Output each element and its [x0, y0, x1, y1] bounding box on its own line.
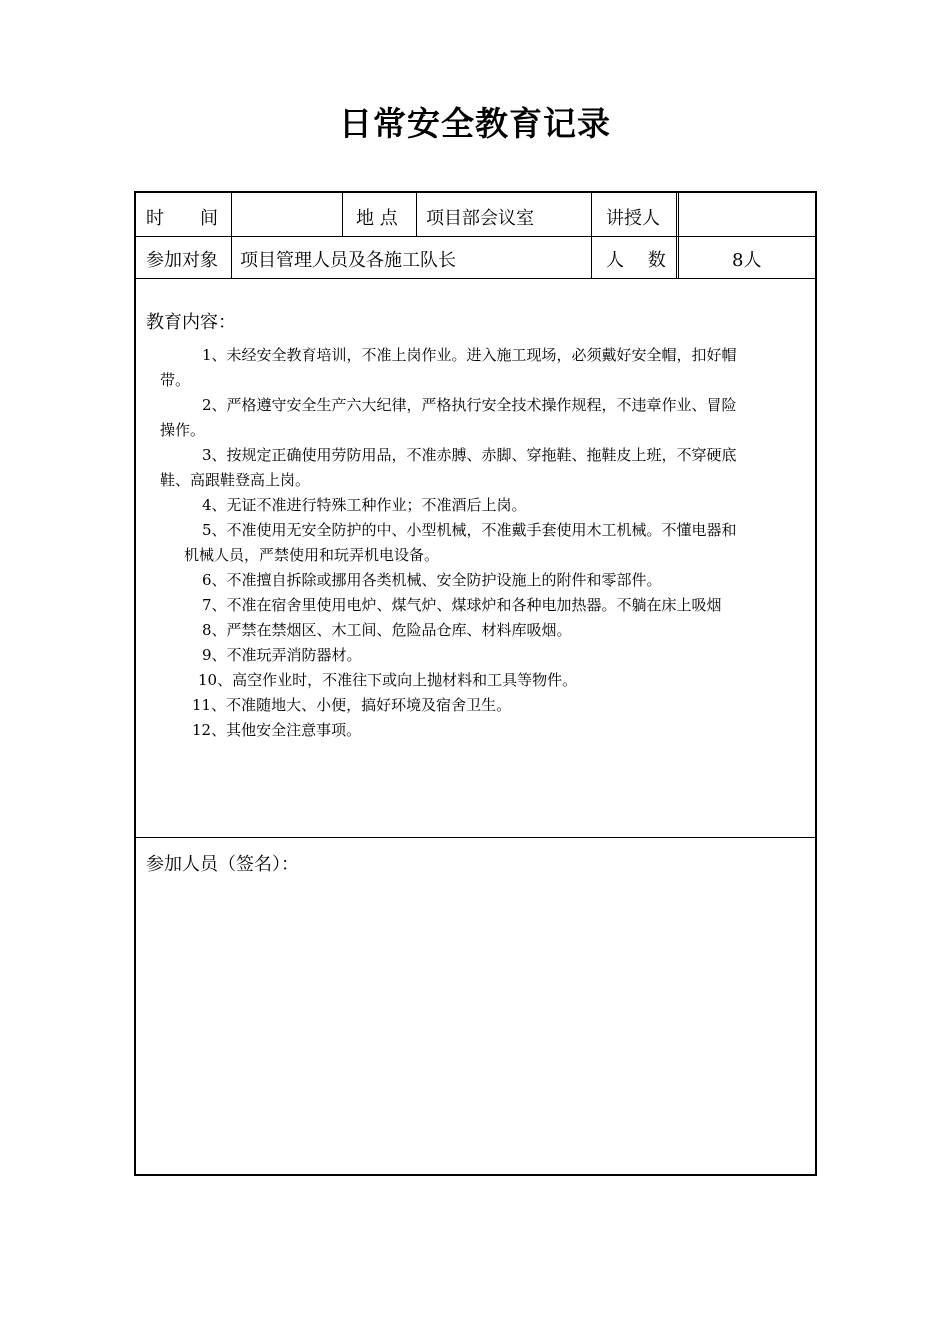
list-item: 6、不准擅自拆除或挪用各类机械、安全防护设施上的附件和零部件。	[202, 571, 662, 589]
place-label: 地 点	[356, 208, 398, 229]
list-item-continuation: 带。	[160, 371, 191, 389]
count-label: 人 数	[606, 250, 666, 271]
record-form	[134, 191, 817, 1176]
document-title: 日常安全教育记录	[339, 104, 611, 143]
list-item: 8、严禁在禁烟区、木工间、危险品仓库、材料库吸烟。	[202, 621, 572, 639]
signature-label: 参加人员（签名）：	[146, 854, 299, 875]
list-item: 1、未经安全教育培训，不准上岗作业。进入施工现场，必须戴好安全帽，扣好帽	[202, 346, 737, 364]
participants-field[interactable]: 项目管理人员及各施工队长	[240, 250, 456, 271]
col-divider-1	[231, 193, 232, 279]
count-field[interactable]: 8人	[732, 250, 762, 271]
participants-label: 参加对象	[146, 250, 218, 271]
list-item-continuation: 机械人员，严禁使用和玩弄机电设备。	[184, 546, 440, 564]
col-divider-5	[676, 193, 677, 279]
col-divider-2	[342, 193, 343, 236]
content-heading: 教育内容：	[146, 312, 236, 333]
list-item: 2、严格遵守安全生产六大纪律，严格执行安全技术操作规程，不违章作业、冒险	[202, 396, 737, 414]
list-item: 7、不准在宿舍里使用电炉、煤气炉、煤球炉和各种电加热器。不躺在床上吸烟	[202, 596, 722, 614]
row-divider-1	[136, 236, 815, 237]
list-item-continuation: 鞋、高跟鞋登高上岗。	[160, 471, 311, 489]
row-divider-2	[136, 278, 815, 279]
time-label: 时 间	[146, 208, 218, 229]
list-item: 3、按规定正确使用劳防用品，不准赤膊、赤脚、穿拖鞋、拖鞋皮上班，不穿硬底	[202, 446, 737, 464]
list-item: 11、不准随地大、小便，搞好环境及宿舍卫生。	[192, 696, 512, 714]
education-items	[136, 343, 817, 743]
list-item: 4、无证不准进行特殊工种作业；不准酒后上岗。	[202, 496, 527, 514]
lecturer-label: 讲授人	[606, 208, 660, 229]
list-item: 9、不准玩弄消防器材。	[202, 646, 362, 664]
signature-area[interactable]	[146, 883, 806, 1163]
list-item: 5、不准使用无安全防护的中、小型机械，不准戴手套使用木工机械。不懂电器和	[202, 521, 737, 539]
list-item: 12、其他安全注意事项。	[192, 721, 362, 739]
list-item: 10、高空作业时，不准往下或向上抛材料和工具等物件。	[198, 671, 578, 689]
col-divider-5b	[678, 193, 679, 279]
col-divider-4	[591, 193, 592, 279]
row-divider-3	[136, 837, 815, 838]
place-field[interactable]: 项目部会议室	[426, 208, 534, 229]
col-divider-3	[416, 193, 417, 236]
list-item-continuation: 操作。	[160, 421, 206, 439]
